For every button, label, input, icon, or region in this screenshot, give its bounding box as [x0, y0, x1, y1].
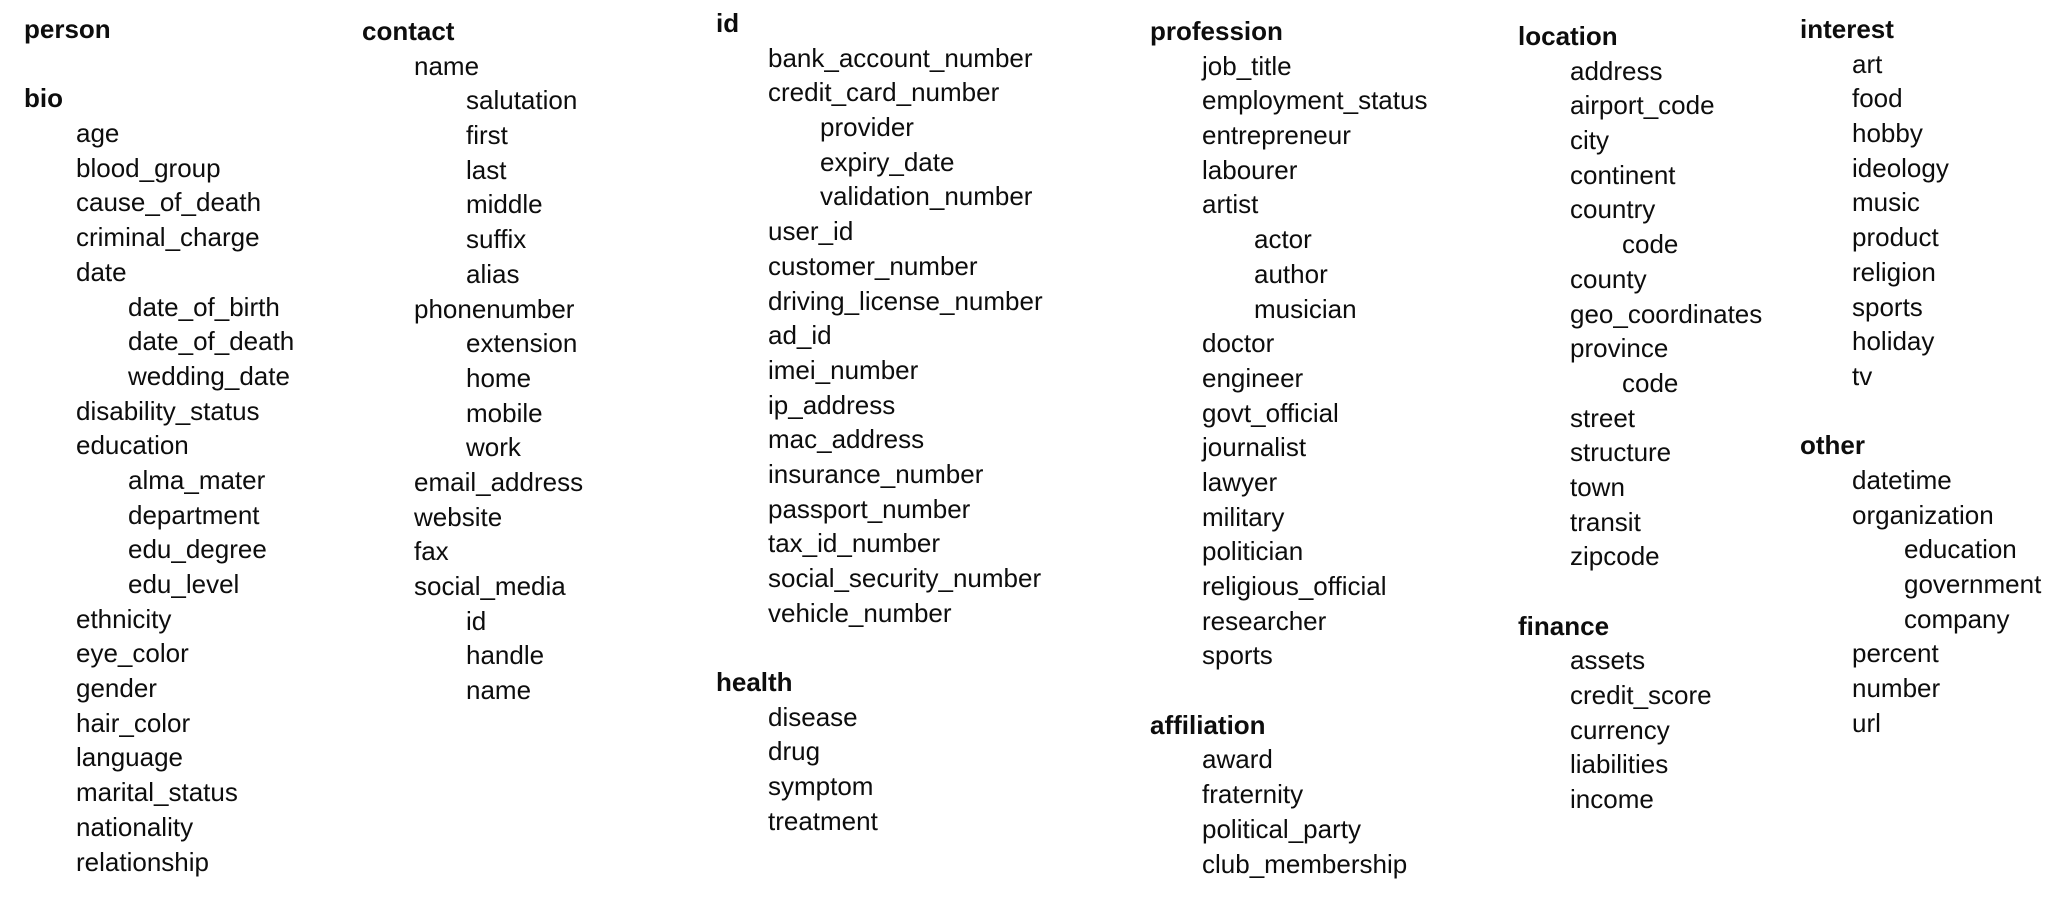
section-header-person: person: [24, 14, 111, 44]
taxonomy-item-holiday: holiday: [1852, 326, 1935, 357]
section-header-affiliation: affiliation: [1150, 709, 1266, 740]
taxonomy-item-department: department: [128, 499, 260, 530]
taxonomy-item-labourer: labourer: [1202, 154, 1298, 185]
taxonomy-item-company: company: [1904, 603, 2010, 634]
taxonomy-item-doctor: doctor: [1202, 328, 1275, 359]
taxonomy-item-ideology: ideology: [1852, 152, 1949, 183]
blank-line: [24, 47, 294, 82]
column-interest-other: [1800, 12, 2041, 740]
taxonomy-item-liabilities: liabilities: [1570, 749, 1669, 780]
taxonomy-item-ethnicity: ethnicity: [76, 603, 172, 634]
taxonomy-item-club_membership: club_membership: [1202, 848, 1408, 879]
taxonomy-item-fraternity: fraternity: [1202, 779, 1304, 810]
taxonomy-item-number: number: [1852, 673, 1941, 704]
taxonomy-item-lawyer: lawyer: [1202, 466, 1278, 497]
taxonomy-item-transit: transit: [1570, 506, 1641, 537]
taxonomy-item-relationship: relationship: [76, 846, 209, 877]
section-header-contact: contact: [362, 16, 455, 46]
taxonomy-item-mobile: mobile: [466, 397, 543, 428]
taxonomy-item-criminal_charge: criminal_charge: [76, 222, 260, 253]
taxonomy-item-customer_number: customer_number: [768, 250, 978, 281]
taxonomy-item-url: url: [1852, 707, 1881, 738]
taxonomy-item-phonenumber: phonenumber: [414, 293, 575, 324]
taxonomy-item-date: date: [76, 256, 127, 287]
blank-line: [1800, 394, 2041, 429]
taxonomy-item-wedding_date: wedding_date: [128, 360, 290, 391]
taxonomy-item-user_id: user_id: [768, 216, 854, 247]
taxonomy-item-date_of_birth: date_of_birth: [128, 291, 280, 322]
taxonomy-item-tv: tv: [1852, 360, 1873, 391]
taxonomy-item-age: age: [76, 118, 120, 149]
section-header-id: id: [716, 8, 740, 38]
taxonomy-item-continent: continent: [1570, 159, 1676, 190]
taxonomy-item-product: product: [1852, 222, 1939, 253]
blank-line: [1518, 574, 1762, 609]
taxonomy-item-percent: percent: [1852, 638, 1939, 669]
taxonomy-item-city: city: [1570, 125, 1609, 156]
column-profession-affiliation: [1150, 14, 1427, 881]
taxonomy-item-music: music: [1852, 187, 1920, 218]
taxonomy-item-eye_color: eye_color: [76, 638, 189, 669]
taxonomy-item-hair_color: hair_color: [76, 707, 191, 738]
taxonomy-item-last: last: [466, 154, 507, 185]
taxonomy-item-town: town: [1570, 471, 1625, 502]
taxonomy-item-edu_level: edu_level: [128, 569, 240, 599]
taxonomy-item-employment_status: employment_status: [1202, 85, 1428, 116]
column-location-finance: [1518, 19, 1762, 817]
taxonomy-item-date_of_death: date_of_death: [128, 326, 295, 357]
section-header-location: location: [1518, 21, 1618, 51]
taxonomy-item-language: language: [76, 742, 183, 773]
taxonomy-item-airport_code: airport_code: [1570, 90, 1715, 121]
taxonomy-item-expiry_date: expiry_date: [820, 146, 955, 177]
blank-line: [716, 630, 1043, 665]
taxonomy-item-entrepreneur: entrepreneur: [1202, 120, 1351, 151]
taxonomy-item-treatment: treatment: [768, 805, 878, 836]
taxonomy-item-home: home: [466, 362, 532, 393]
taxonomy-item-edu_degree: edu_degree: [128, 534, 267, 565]
taxonomy-item-provider: provider: [820, 112, 914, 143]
taxonomy-item-passport_number: passport_number: [768, 493, 971, 524]
taxonomy-item-email_address: email_address: [414, 466, 584, 497]
taxonomy-item-assets: assets: [1570, 645, 1646, 676]
taxonomy-item-first: first: [466, 120, 508, 151]
taxonomy-item-hobby: hobby: [1852, 118, 1923, 149]
taxonomy-item-researcher: researcher: [1202, 605, 1327, 636]
taxonomy-item-credit_score: credit_score: [1570, 680, 1712, 711]
taxonomy-item-middle: middle: [466, 189, 543, 220]
taxonomy-item-zipcode: zipcode: [1570, 541, 1660, 572]
taxonomy-item-currency: currency: [1570, 714, 1670, 745]
taxonomy-item-disease: disease: [768, 701, 858, 732]
taxonomy-item-engineer: engineer: [1202, 362, 1304, 393]
taxonomy-item-structure: structure: [1570, 437, 1672, 468]
taxonomy-item-name: name: [466, 675, 532, 706]
blank-line: [1150, 673, 1427, 708]
taxonomy-item-insurance_number: insurance_number: [768, 458, 984, 489]
taxonomy-item-food: food: [1852, 83, 1903, 114]
taxonomy-item-education: education: [76, 430, 189, 461]
taxonomy-item-geo_coordinates: geo_coordinates: [1570, 298, 1763, 329]
taxonomy-item-disability_status: disability_status: [76, 395, 260, 426]
taxonomy-item-art: art: [1852, 48, 1883, 79]
taxonomy-item-code: code: [1622, 229, 1679, 260]
taxonomy-item-nationality: nationality: [76, 811, 194, 842]
column-id-health: [716, 6, 1043, 839]
taxonomy-item-education: education: [1904, 534, 2017, 565]
taxonomy-item-religion: religion: [1852, 256, 1936, 287]
taxonomy-item-street: street: [1570, 402, 1636, 433]
taxonomy-item-social_media: social_media: [414, 571, 566, 601]
taxonomy-item-tax_id_number: tax_id_number: [768, 528, 940, 559]
taxonomy-item-address: address: [1570, 55, 1663, 86]
taxonomy-item-religious_official: religious_official: [1202, 571, 1387, 601]
taxonomy-item-drug: drug: [768, 736, 821, 767]
taxonomy-item-handle: handle: [466, 640, 545, 671]
column-contact: [362, 14, 583, 708]
taxonomy-item-alias: alias: [466, 258, 520, 289]
taxonomy-item-actor: actor: [1254, 224, 1312, 255]
taxonomy-item-military: military: [1202, 501, 1285, 532]
section-header-bio: bio: [24, 83, 63, 114]
taxonomy-item-work: work: [466, 432, 521, 463]
taxonomy-item-gender: gender: [76, 673, 157, 704]
taxonomy-item-government: government: [1904, 569, 2042, 599]
taxonomy-item-vehicle_number: vehicle_number: [768, 597, 952, 628]
taxonomy-item-artist: artist: [1202, 189, 1259, 220]
taxonomy-item-political_party: political_party: [1202, 813, 1361, 844]
column-person-bio: [24, 12, 294, 879]
taxonomy-item-alma_mater: alma_mater: [128, 464, 266, 495]
taxonomy-item-fax: fax: [414, 536, 449, 567]
taxonomy-item-bank_account_number: bank_account_number: [768, 42, 1033, 73]
taxonomy-item-imei_number: imei_number: [768, 354, 919, 385]
taxonomy-item-symptom: symptom: [768, 771, 874, 802]
taxonomy-item-name: name: [414, 50, 480, 81]
section-header-profession: profession: [1150, 16, 1283, 46]
taxonomy-item-id: id: [466, 605, 487, 636]
taxonomy-item-organization: organization: [1852, 499, 1994, 530]
taxonomy-item-govt_official: govt_official: [1202, 397, 1339, 428]
taxonomy-item-province: province: [1570, 333, 1669, 364]
taxonomy-item-cause_of_death: cause_of_death: [76, 187, 262, 218]
taxonomy-item-sports: sports: [1202, 640, 1273, 671]
taxonomy-item-validation_number: validation_number: [820, 181, 1033, 212]
taxonomy-item-code: code: [1622, 367, 1679, 398]
section-header-interest: interest: [1800, 14, 1894, 44]
taxonomy-item-credit_card_number: credit_card_number: [768, 77, 1000, 108]
section-header-other: other: [1800, 430, 1865, 461]
taxonomy-item-suffix: suffix: [466, 224, 527, 255]
taxonomy-item-sports: sports: [1852, 291, 1923, 322]
taxonomy-item-website: website: [414, 501, 503, 532]
taxonomy-item-salutation: salutation: [466, 85, 578, 116]
taxonomy-item-ip_address: ip_address: [768, 389, 896, 420]
taxonomy-item-musician: musician: [1254, 293, 1357, 324]
taxonomy-item-author: author: [1254, 258, 1328, 289]
taxonomy-item-politician: politician: [1202, 536, 1304, 567]
taxonomy-item-datetime: datetime: [1852, 464, 1952, 495]
section-header-health: health: [716, 667, 793, 698]
taxonomy-item-job_title: job_title: [1202, 50, 1292, 81]
taxonomy-item-blood_group: blood_group: [76, 152, 221, 183]
taxonomy-item-income: income: [1570, 784, 1654, 815]
taxonomy-item-driving_license_number: driving_license_number: [768, 285, 1043, 316]
taxonomy-item-social_security_number: social_security_number: [768, 563, 1042, 593]
taxonomy-item-extension: extension: [466, 328, 578, 359]
taxonomy-item-county: county: [1570, 263, 1647, 294]
taxonomy-item-mac_address: mac_address: [768, 424, 925, 455]
taxonomy-item-journalist: journalist: [1202, 432, 1307, 463]
taxonomy-item-ad_id: ad_id: [768, 320, 832, 351]
taxonomy-item-award: award: [1202, 744, 1273, 775]
section-header-finance: finance: [1518, 610, 1610, 641]
taxonomy-item-marital_status: marital_status: [76, 777, 238, 808]
taxonomy-item-country: country: [1570, 194, 1656, 225]
